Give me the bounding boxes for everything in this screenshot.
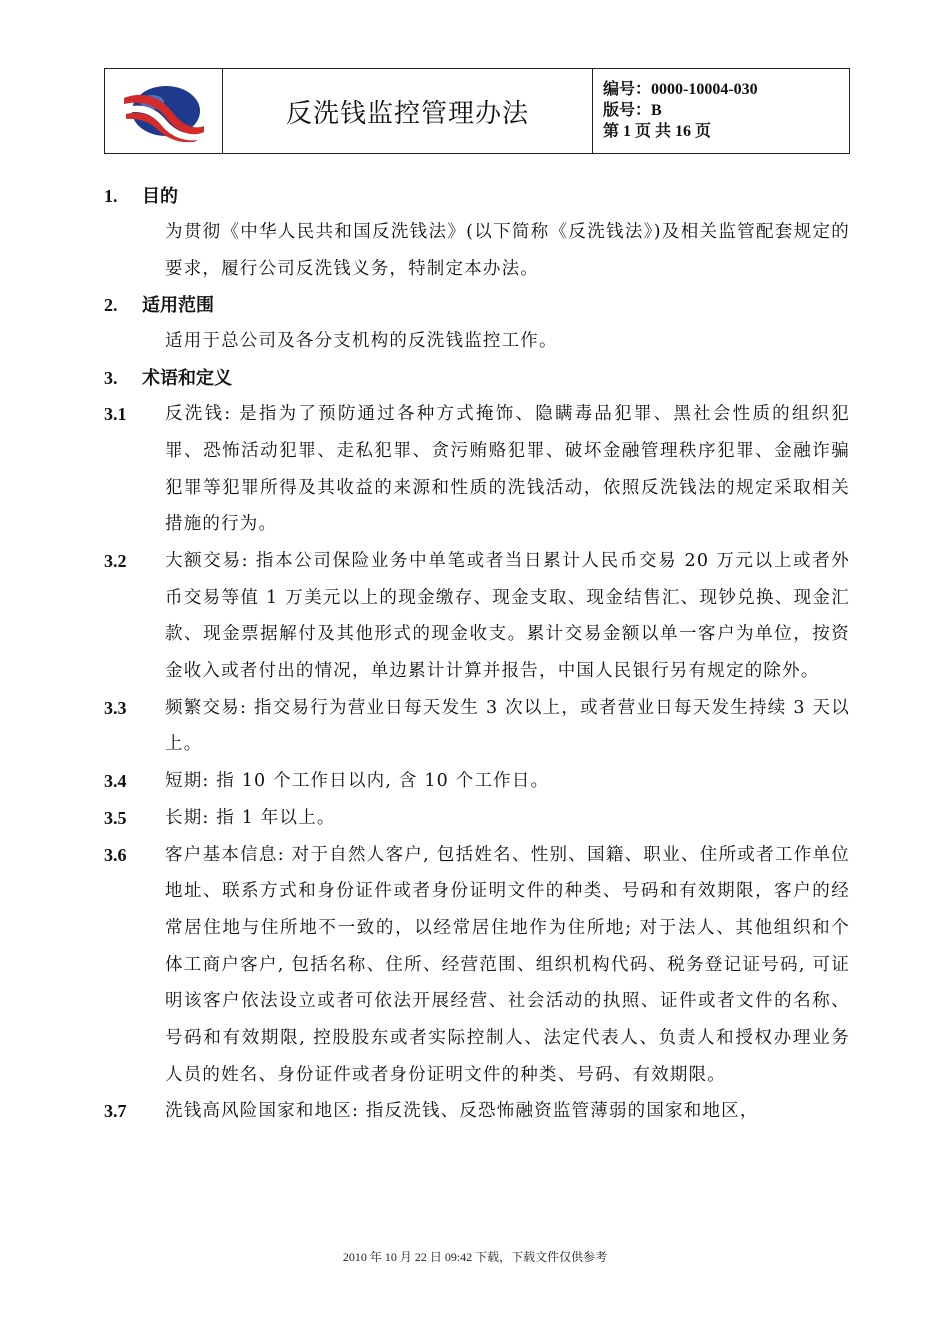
section-number: 1.	[104, 186, 118, 206]
definition-text: 洗钱高风险国家和地区: 指反洗钱、反恐怖融资监管薄弱的国家和地区，	[165, 1101, 759, 1122]
definition-number: 3.2	[104, 550, 127, 571]
section-number: 3.	[104, 368, 118, 389]
page-info: 第 1 页 共 16 页	[603, 123, 712, 140]
definition-number: 3.4	[104, 771, 127, 792]
definition-text: 反洗钱: 是指为了预防通过各种方式掩饰、隐瞒毒品犯罪、黑社会性质的组织犯罪、恐怖活动犯罪、走私犯罪、贪污贿赂犯罪、破坏金融管理秩序犯罪、金融诈骗犯罪等犯罪所得及其收益的来源和性质的洗钱活动，依照反洗钱法的规定采取相关措施的行为。	[165, 404, 850, 535]
section-title: 目的	[142, 186, 178, 207]
definition-item	[104, 837, 850, 1094]
definition-text: 长期: 指 1 年以上。	[165, 807, 336, 828]
company-logo-icon	[122, 80, 206, 142]
section-number: 2.	[104, 295, 118, 316]
definition-number: 3.5	[104, 807, 127, 828]
title-cell	[223, 69, 593, 153]
definition-text: 客户基本信息: 对于自然人客户, 包括姓名、性别、国籍、职业、住所或者工作单位地址、联系方式和身份证件或者身份证明文件的种类、号码和有效期限，客户的经常居住地与住所地不一致的，以经常居住地作为住所地; 对于法人、其他组织和个体工商户客户, 包括名称、住所、经营范围、组织机构代码、税务登记证号码, 可证明该客户依法设立或者可依法开展经营、社会活动的执照、证件或者文件的名称、号码和有效期限, 控股股东或者实际控制人、法定代表人、负责人和授权办理业务人员的姓名、身份证件或者身份证明文件的种类、号码、有效期限。	[165, 844, 850, 1085]
document-title: 反洗钱监控管理办法	[285, 98, 529, 129]
section-heading-scope	[104, 287, 850, 323]
page-footer: 2010 年 10 月 22 日 09:42 下载，下载文件仅供参考	[342, 1250, 608, 1264]
document-header	[104, 68, 850, 154]
definition-item	[104, 1093, 850, 1130]
section-title: 适用范围	[142, 295, 214, 317]
definition-item	[104, 690, 850, 763]
section-heading-purpose	[104, 178, 850, 214]
definition-number: 3.7	[104, 1101, 127, 1122]
definition-text: 大额交易: 指本公司保险业务中单笔或者当日累计人民币交易 20 万元以上或者外币交易等值 1 万美元以上的现金缴存、现金支取、现金结售汇、现钞兑换、现金汇款、现金票据解付及其他形式的现金收支。累计交易金额以单一客户为单位，按资金收入或者付出的情况，单边累计计算并报告，中国人民银行另有规定的除外。	[165, 550, 850, 682]
definition-item	[104, 763, 850, 800]
doc-number: 编号：0000-10004-030	[603, 81, 758, 98]
section-body-scope: 适用于总公司及各分支机构的反洗钱监控工作。	[165, 331, 558, 352]
definition-text: 频繁交易: 指交易行为营业日每天发生 3 次以上，或者营业日每天发生持续 3 天以上。	[165, 697, 850, 755]
definition-text: 短期: 指 10 个工作日以内, 含 10 个工作日。	[165, 771, 550, 792]
logo-cell	[105, 69, 223, 153]
definition-item	[104, 543, 850, 690]
section-heading-definitions	[104, 360, 850, 396]
definition-item	[104, 396, 850, 543]
section-title: 术语和定义	[142, 368, 232, 390]
document-body	[104, 178, 850, 1130]
section-body-purpose: 为贯彻《中华人民共和国反洗钱法》(以下简称《反洗钱法》)及相关监管配套规定的要求，履行公司反洗钱义务，特制定本办法。	[165, 222, 850, 279]
definition-number: 3.1	[104, 404, 127, 425]
definition-number: 3.6	[104, 844, 127, 865]
definition-number: 3.3	[104, 697, 127, 718]
definition-item	[104, 800, 850, 837]
meta-cell	[593, 69, 849, 153]
doc-version: 版号：B	[603, 102, 662, 119]
